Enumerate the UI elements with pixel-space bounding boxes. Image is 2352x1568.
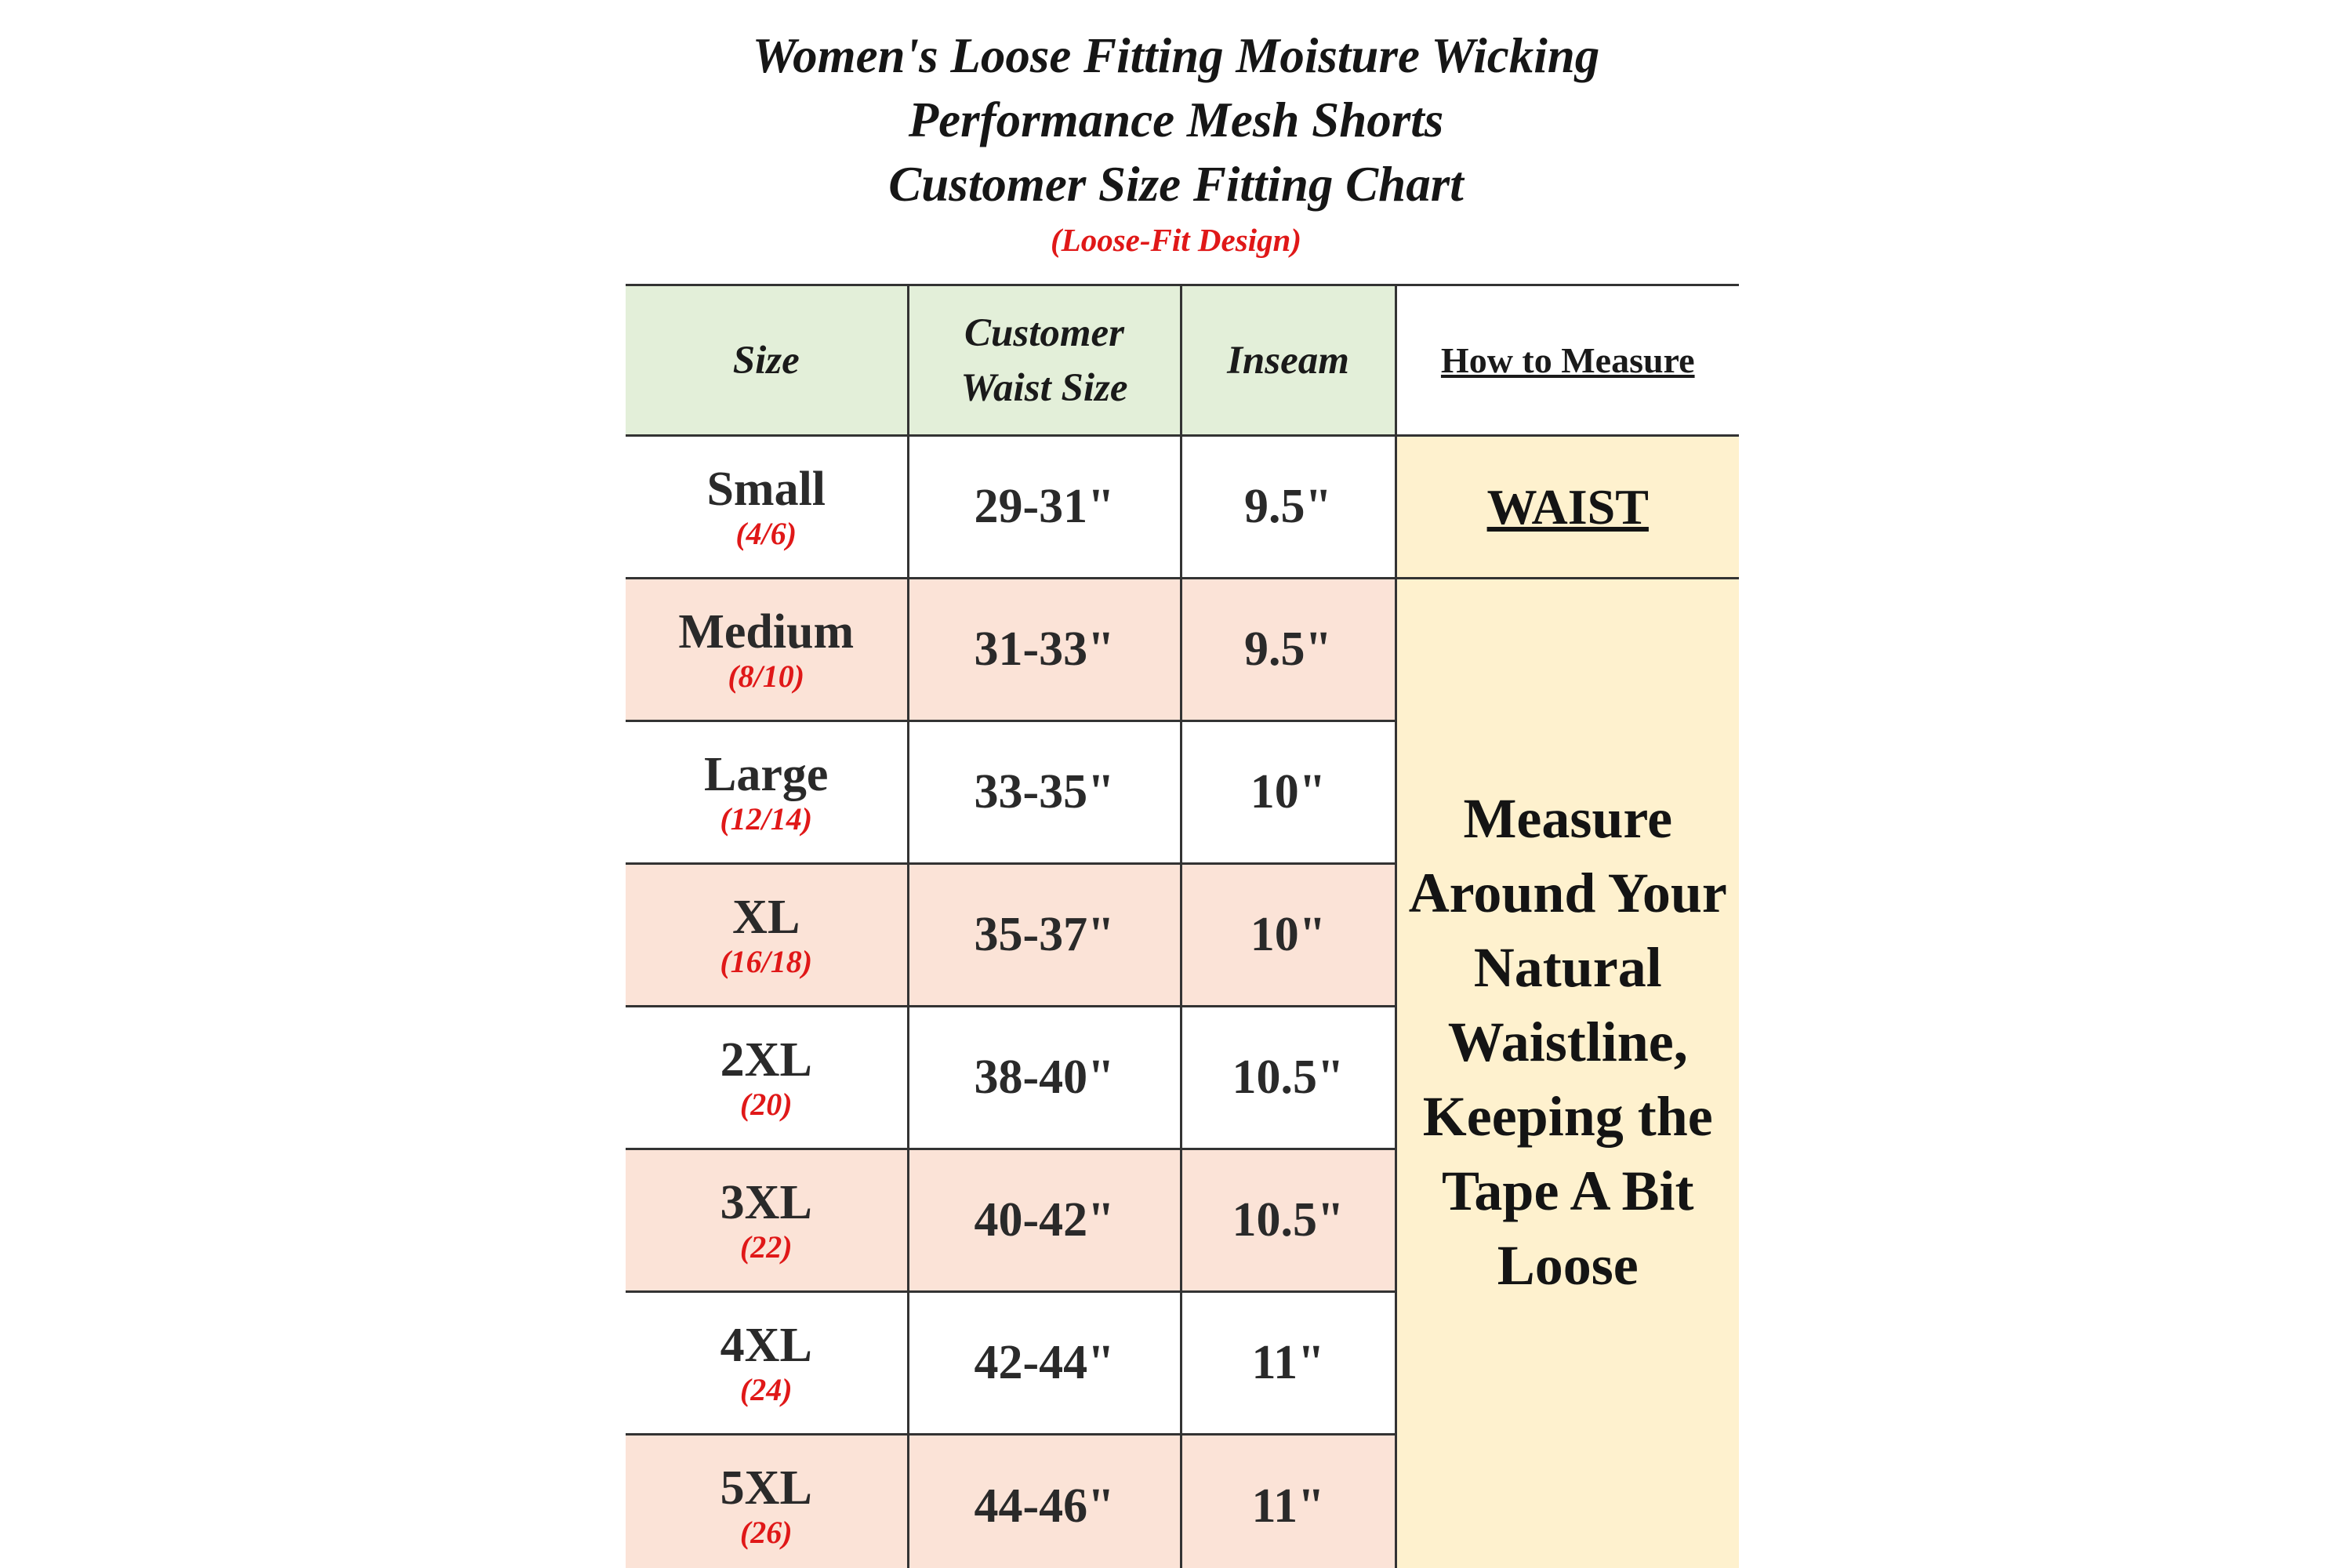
size-us-equivalent: (8/10) bbox=[728, 658, 805, 694]
size-name: XL bbox=[732, 890, 800, 944]
size-us-equivalent: (22) bbox=[739, 1229, 793, 1265]
size-us-equivalent: (26) bbox=[739, 1515, 793, 1551]
measure-instructions: Measure Around Your Natural Waistline, Keeping the Tape A Bit Loose bbox=[1408, 787, 1727, 1297]
title-line-2: Performance Mesh Shorts bbox=[908, 93, 1444, 147]
waist-cell: 44-46" bbox=[908, 1435, 1181, 1568]
size-cell bbox=[626, 436, 908, 579]
waist-cell: 29-31" bbox=[908, 436, 1181, 579]
inseam-column-header: Inseam bbox=[1181, 285, 1396, 436]
waist-label-cell bbox=[1396, 436, 1739, 579]
size-cell bbox=[626, 864, 908, 1007]
size-cell bbox=[626, 579, 908, 721]
waist-cell: 31-33" bbox=[908, 579, 1181, 721]
size-name: Medium bbox=[678, 604, 855, 659]
table-header-row bbox=[626, 285, 1739, 436]
waist-header-line-1: Customer bbox=[964, 310, 1125, 355]
size-name: 2XL bbox=[720, 1033, 812, 1087]
inseam-cell: 9.5" bbox=[1181, 436, 1396, 579]
size-us-equivalent: (20) bbox=[739, 1086, 793, 1122]
size-us-equivalent: (24) bbox=[739, 1371, 793, 1407]
size-us-equivalent: (12/14) bbox=[720, 800, 813, 837]
waist-cell: 33-35" bbox=[908, 721, 1181, 864]
size-name: 4XL bbox=[720, 1318, 812, 1372]
size-us-equivalent: (4/6) bbox=[735, 515, 797, 551]
inseam-cell: 9.5" bbox=[1181, 579, 1396, 721]
waist-cell: 35-37" bbox=[908, 864, 1181, 1007]
waist-cell: 40-42" bbox=[908, 1149, 1181, 1292]
waist-header-line-2: Waist Size bbox=[960, 365, 1128, 410]
table-row bbox=[626, 579, 1739, 721]
waist-label: WAIST bbox=[1486, 478, 1649, 535]
subtitle: (Loose-Fit Design) bbox=[1051, 222, 1301, 258]
size-table bbox=[626, 284, 1739, 1568]
inseam-cell: 11" bbox=[1181, 1292, 1396, 1435]
title-line-3: Customer Size Fitting Chart bbox=[888, 157, 1464, 212]
size-cell bbox=[626, 1007, 908, 1149]
measure-instructions-cell bbox=[1396, 579, 1739, 1568]
title-line-1: Women's Loose Fitting Moisture Wicking bbox=[752, 28, 1600, 83]
inseam-cell: 10" bbox=[1181, 864, 1396, 1007]
size-column-header: Size bbox=[626, 285, 908, 436]
inseam-cell: 10" bbox=[1181, 721, 1396, 864]
inseam-cell: 10.5" bbox=[1181, 1149, 1396, 1292]
inseam-cell: 10.5" bbox=[1181, 1007, 1396, 1149]
waist-cell: 38-40" bbox=[908, 1007, 1181, 1149]
table-row bbox=[626, 436, 1739, 579]
size-name: Small bbox=[706, 462, 826, 516]
size-name: Large bbox=[704, 747, 829, 801]
size-cell bbox=[626, 1435, 908, 1568]
size-name: 5XL bbox=[720, 1461, 812, 1515]
size-us-equivalent: (16/18) bbox=[720, 943, 813, 979]
waist-column-header bbox=[908, 285, 1181, 436]
size-cell bbox=[626, 1292, 908, 1435]
waist-cell: 42-44" bbox=[908, 1292, 1181, 1435]
size-name: 3XL bbox=[720, 1175, 812, 1229]
how-to-measure-header: How to Measure bbox=[1396, 285, 1739, 436]
size-cell bbox=[626, 1149, 908, 1292]
size-cell bbox=[626, 721, 908, 864]
title-block bbox=[627, 24, 1725, 262]
inseam-cell: 11" bbox=[1181, 1435, 1396, 1568]
